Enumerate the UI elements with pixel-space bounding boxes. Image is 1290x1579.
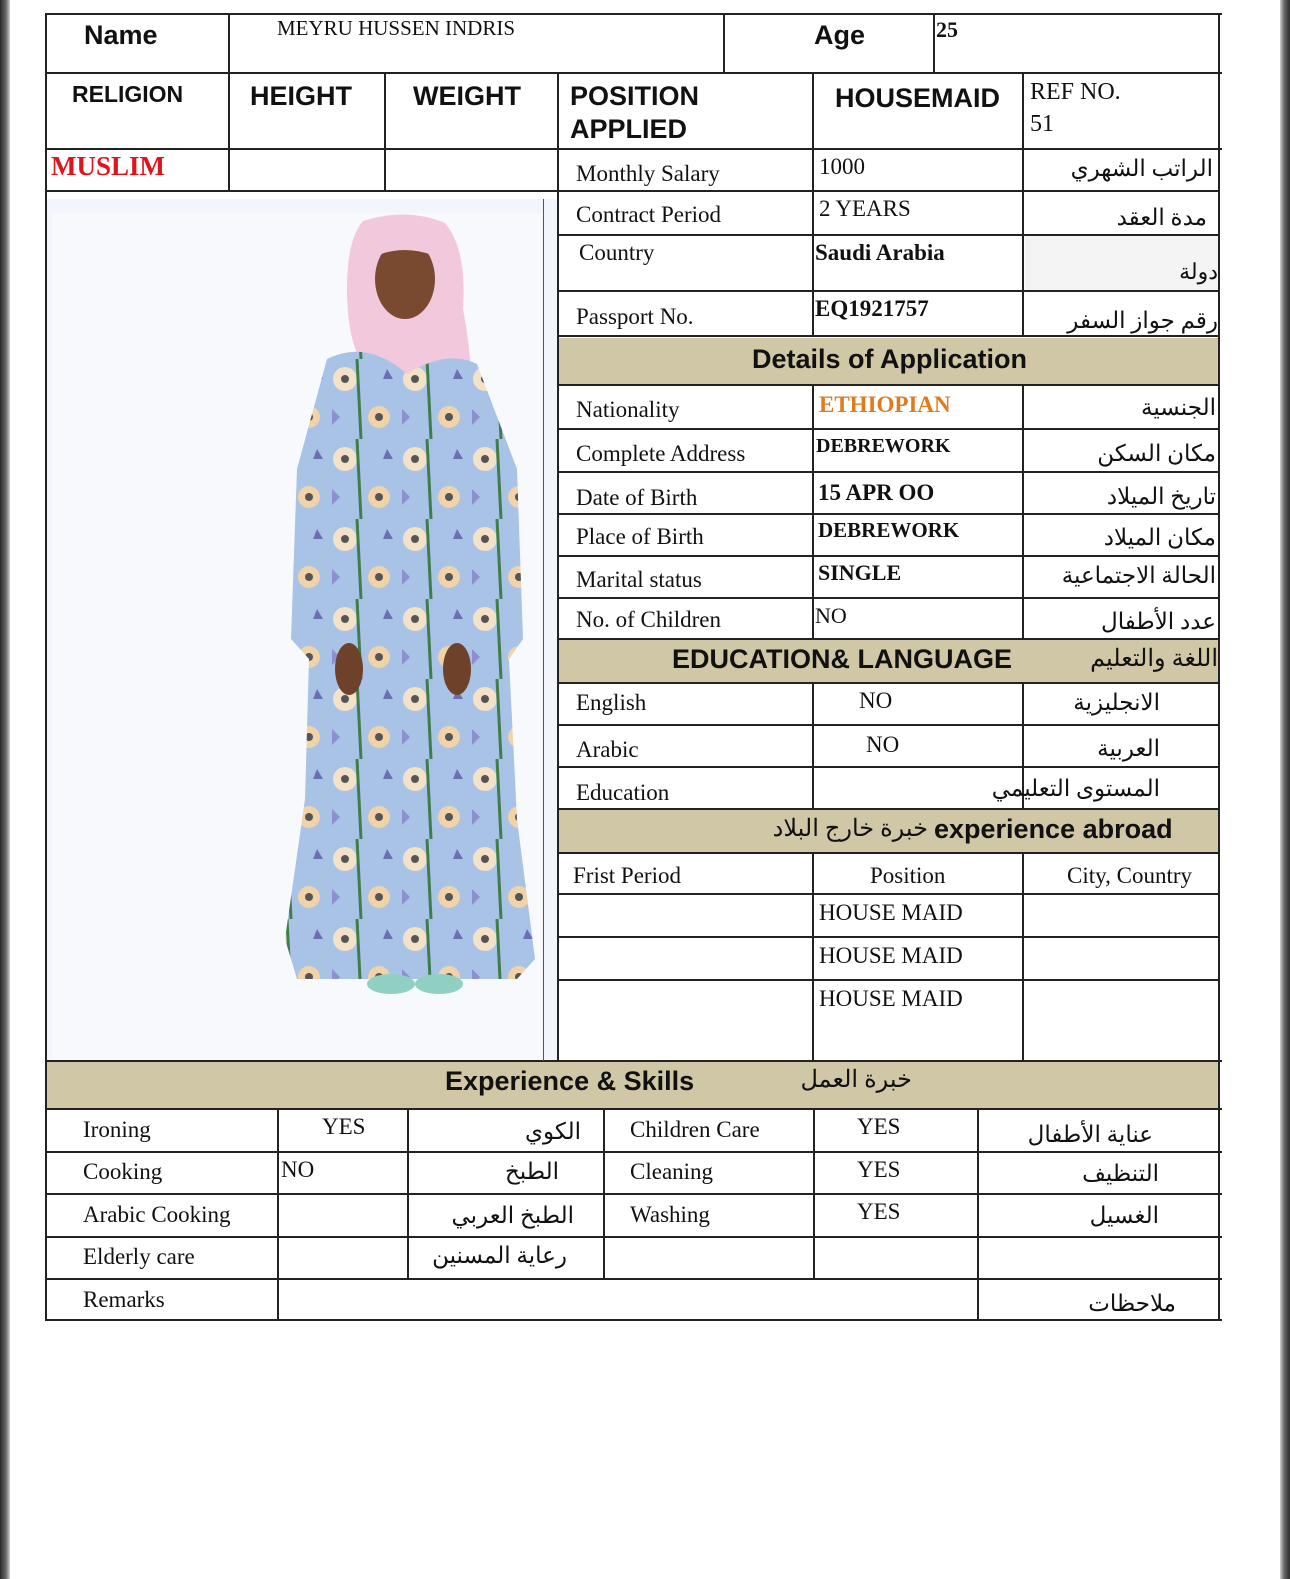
applicant-photo — [47, 199, 558, 1061]
cleaning-arabic: التنظيف — [1082, 1161, 1159, 1186]
education-title: EDUCATION& LANGUAGE — [672, 644, 1012, 674]
ref-label: REF NO. — [1030, 79, 1121, 105]
washing-value: YES — [857, 1199, 901, 1224]
height-label: HEIGHT — [250, 81, 353, 111]
ironing-label: Ironing — [83, 1117, 151, 1142]
arabic-arabic: العربية — [1097, 736, 1160, 761]
education-arabic: المستوى التعليمي — [991, 776, 1160, 801]
cleaning-value: YES — [857, 1157, 901, 1182]
contract-period-label: Contract Period — [576, 202, 721, 227]
children-care-value: YES — [857, 1114, 901, 1139]
details-title: Details of Application — [751, 344, 1028, 374]
name-label: Name — [84, 20, 158, 50]
religion-value: MUSLIM — [51, 151, 165, 181]
country-label: Country — [579, 240, 655, 265]
abroad-row-position: HOUSE MAID — [819, 986, 963, 1011]
remarks-label: Remarks — [83, 1287, 165, 1312]
right-page-edge — [1280, 0, 1290, 1579]
elderly-care-arabic: رعاية المسنين — [432, 1243, 567, 1268]
cleaning-label: Cleaning — [630, 1159, 714, 1184]
address-value: DEBREWORK — [816, 435, 951, 457]
ironing-arabic: الكوي — [525, 1119, 581, 1144]
abroad-period-header: Frist Period — [573, 863, 681, 888]
arabic-value: NO — [866, 732, 900, 757]
salary-label: Monthly Salary — [576, 161, 720, 186]
salary-arabic: الراتب الشهري — [1070, 156, 1213, 181]
position-value: HOUSEMAID — [835, 83, 1001, 113]
abroad-row-position: HOUSE MAID — [819, 900, 963, 925]
position-label-line1: POSITION — [570, 81, 700, 111]
pob-value: DEBREWORK — [818, 518, 960, 542]
age-value: 25 — [936, 17, 958, 42]
salary-value: 1000 — [819, 154, 865, 179]
passport-value: EQ1921757 — [815, 296, 929, 321]
skills-title-arabic: خبرة العمل — [800, 1067, 912, 1093]
applicant-photo-frame — [47, 199, 558, 1061]
passport-arabic: رقم جواز السفر — [1067, 308, 1218, 333]
weight-label: WEIGHT — [413, 81, 521, 111]
english-value: NO — [859, 688, 893, 713]
nationality-value: ETHIOPIAN — [819, 392, 951, 417]
remarks-arabic: ملاحظات — [1088, 1291, 1176, 1316]
children-care-arabic: عناية الأطفال — [1027, 1122, 1153, 1147]
country-value: Saudi Arabia — [815, 240, 945, 265]
contract-period-value: 2 YEARS — [819, 196, 911, 221]
address-label: Complete Address — [576, 441, 746, 466]
pob-arabic: مكان الميلاد — [1103, 525, 1216, 550]
arabic-label: Arabic — [576, 737, 639, 762]
english-arabic: الانجليزية — [1073, 690, 1160, 715]
country-arabic: دولة — [1179, 259, 1218, 284]
nationality-label: Nationality — [576, 397, 680, 422]
cooking-value: NO — [281, 1157, 315, 1182]
passport-label: Passport No. — [576, 304, 694, 329]
marital-label: Marital status — [576, 567, 702, 592]
abroad-title: experience abroad — [934, 814, 1173, 844]
marital-arabic: الحالة الاجتماعية — [1061, 563, 1216, 588]
washing-label: Washing — [630, 1202, 710, 1227]
name-value: MEYRU HUSSEN INDRIS — [277, 16, 516, 40]
address-arabic: مكان السكن — [1097, 441, 1216, 466]
ironing-value: YES — [322, 1114, 366, 1139]
washing-arabic: الغسيل — [1089, 1203, 1159, 1228]
nationality-arabic: الجنسية — [1141, 395, 1216, 420]
children-value: NO — [815, 603, 847, 628]
education-title-arabic: اللغة والتعليم — [1090, 646, 1218, 672]
contract-period-arabic: مدة العقد — [1116, 205, 1207, 230]
dob-value: 15 APR OO — [818, 480, 935, 505]
cooking-label: Cooking — [83, 1159, 163, 1184]
elderly-care-label: Elderly care — [83, 1244, 195, 1269]
left-page-edge — [0, 0, 10, 1579]
abroad-title-arabic: خبرة خارج البلاد — [772, 816, 928, 842]
abroad-row-position: HOUSE MAID — [819, 943, 963, 968]
marital-value: SINGLE — [818, 560, 902, 585]
english-label: English — [576, 690, 647, 715]
pob-label: Place of Birth — [576, 524, 704, 549]
arabic-cooking-label: Arabic Cooking — [83, 1202, 231, 1227]
religion-label: RELIGION — [72, 81, 184, 107]
age-label: Age — [814, 20, 866, 50]
dob-arabic: تاريخ الميلاد — [1106, 484, 1216, 509]
arabic-cooking-arabic: الطبخ العربي — [451, 1203, 574, 1228]
children-label: No. of Children — [576, 607, 722, 632]
children-care-label: Children Care — [630, 1117, 760, 1142]
ref-value: 51 — [1030, 111, 1054, 137]
abroad-position-header: Position — [870, 863, 946, 888]
abroad-city-header: City, Country — [1067, 863, 1193, 888]
skills-title: Experience & Skills — [445, 1066, 695, 1096]
children-arabic: عدد الأطفال — [1101, 609, 1216, 634]
position-label-line2: APPLIED — [570, 114, 688, 144]
education-label: Education — [576, 780, 670, 805]
dob-label: Date of Birth — [576, 485, 698, 510]
cooking-arabic: الطبخ — [504, 1159, 559, 1184]
